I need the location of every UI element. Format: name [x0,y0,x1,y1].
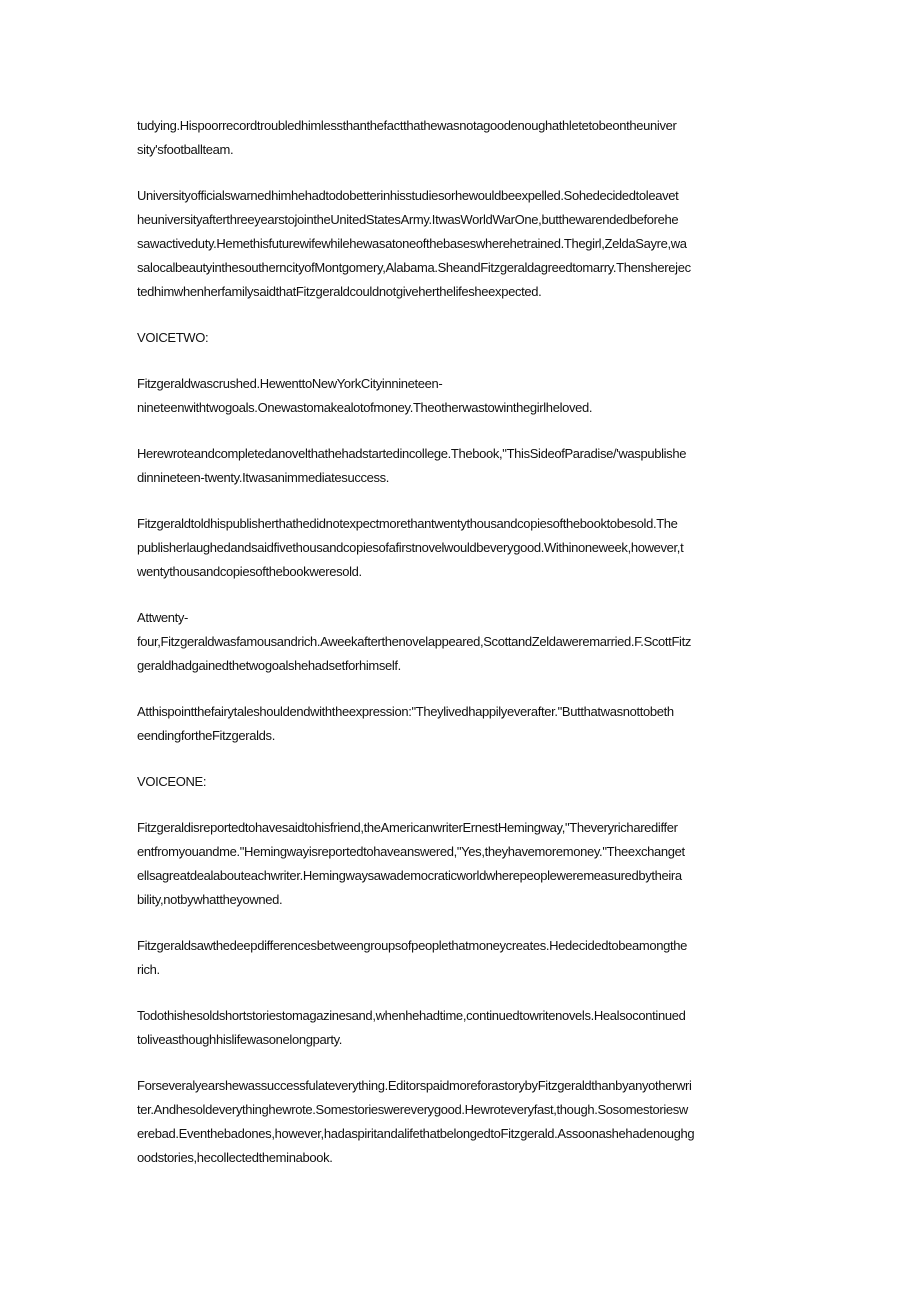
paragraph [137,372,783,420]
text-line: eendingfortheFitzgeralds. [137,728,275,743]
text-line: wentythousandcopiesofthebookweresold. [137,564,362,579]
document-body [137,114,783,1192]
text-line: bility,notbywhattheyowned. [137,892,283,907]
speaker-label [137,770,783,794]
text-line: ter.Andhesoldeverythinghewrote.Somestorieswereverygood.Hewroteveryfast,though.Sosomestoriesw [137,1102,688,1117]
text-line: four,Fitzgeraldwasfamousandrich.Aweekafterthenovelappeared,ScottandZeldaweremarried.F.ScottFitz [137,634,691,649]
text-line: publisherlaughedandsaidfivethousandcopiesofafirstnovelwouldbeverygood.Withinoneweek,however,t [137,540,684,555]
text-line: Fitzgeraldwascrushed.HewenttoNewYorkCityinnineteen- [137,376,443,391]
text-line: entfromyouandme."Hemingwayisreportedtohaveanswered,"Yes,theyhavemoremoney."Theexchanget [137,844,685,859]
text-line: geraldhadgainedthetwogoalshehadsetforhimself. [137,658,401,673]
speaker-label [137,326,783,350]
text-line: Fitzgeraldtoldhispublisherthathedidnotexpectmorethantwentythousandcopiesofthebooktobesold.The [137,516,678,531]
text-line: oodstories,hecollectedtheminabook. [137,1150,333,1165]
text-line: VOICETWO: [137,330,209,345]
paragraph [137,184,783,304]
text-line: Attwenty- [137,610,189,625]
paragraph [137,816,783,912]
text-line: dinnineteen-twenty.Itwasanimmediatesuccess. [137,470,390,485]
text-line: tedhimwhenherfamilysaidthatFitzgeraldcouldnotgiveherthelifesheexpected. [137,284,542,299]
text-line: ellsagreatdealabouteachwriter.Hemingwaysawademocraticworldwherepeopleweremeasuredbytheira [137,868,682,883]
text-line: sity'sfootballteam. [137,142,234,157]
paragraph [137,114,783,162]
paragraph [137,442,783,490]
text-line: tudying.Hispoorrecordtroubledhimlessthanthefactthathewasnotagoodenoughathletetobeontheuniver [137,118,677,133]
paragraph [137,1004,783,1052]
text-line: Atthispointthefairytaleshouldendwiththeexpression:"Theylivedhappilyeverafter."Butthatwasnottobeth [137,704,674,719]
text-line: salocalbeautyinthesoutherncityofMontgomery,Alabama.SheandFitzgeraldagreedtomarry.Thensherejec [137,260,691,275]
text-line: Forseveralyearshewassuccessfulateverything.EditorspaidmoreforastorybyFitzgeraldthanbyanyotherwri [137,1078,692,1093]
text-line: Fitzgeraldsawthedeepdifferencesbetweengroupsofpeoplethatmoneycreates.Hedecidedtobeamongthe [137,938,688,953]
paragraph [137,700,783,748]
text-line: Herewroteandcompletedanovelthathehadstartedincollege.Thebook,"ThisSideofParadise/'waspublishe [137,446,687,461]
paragraph [137,1074,783,1170]
text-line: nineteenwithtwogoals.Onewastomakealotofmoney.Theotherwastowinthegirlheloved. [137,400,593,415]
text-line: Universityofficialswarnedhimhehadtodobetterinhisstudiesorhewouldbeexpelled.Sohedecidedtoleavet [137,188,679,203]
text-line: erebad.Eventhebadones,however,hadaspiritandalifethatbelongedtoFitzgerald.Assoonashehadenoughg [137,1126,695,1141]
text-line: toliveasthoughhislifewasonelongparty. [137,1032,343,1047]
text-line: heuniversityafterthreeyearstojointheUnitedStatesArmy.ItwasWorldWarOne,butthewarendedbeforehe [137,212,679,227]
text-line: sawactiveduty.Hemethisfuturewifewhilehewasatoneofthebaseswherehetrained.Thegirl,ZeldaSayre,wa [137,236,687,251]
paragraph [137,512,783,584]
text-line: Fitzgeraldisreportedtohavesaidtohisfriend,theAmericanwriterErnestHemingway,"Theveryricharediffer [137,820,678,835]
text-line: Todothishesoldshortstoriestomagazinesand,whenhehadtime,continuedtowritenovels.Healsocontinued [137,1008,686,1023]
text-line: VOICEONE: [137,774,207,789]
text-line: rich. [137,962,160,977]
paragraph [137,934,783,982]
paragraph [137,606,783,678]
